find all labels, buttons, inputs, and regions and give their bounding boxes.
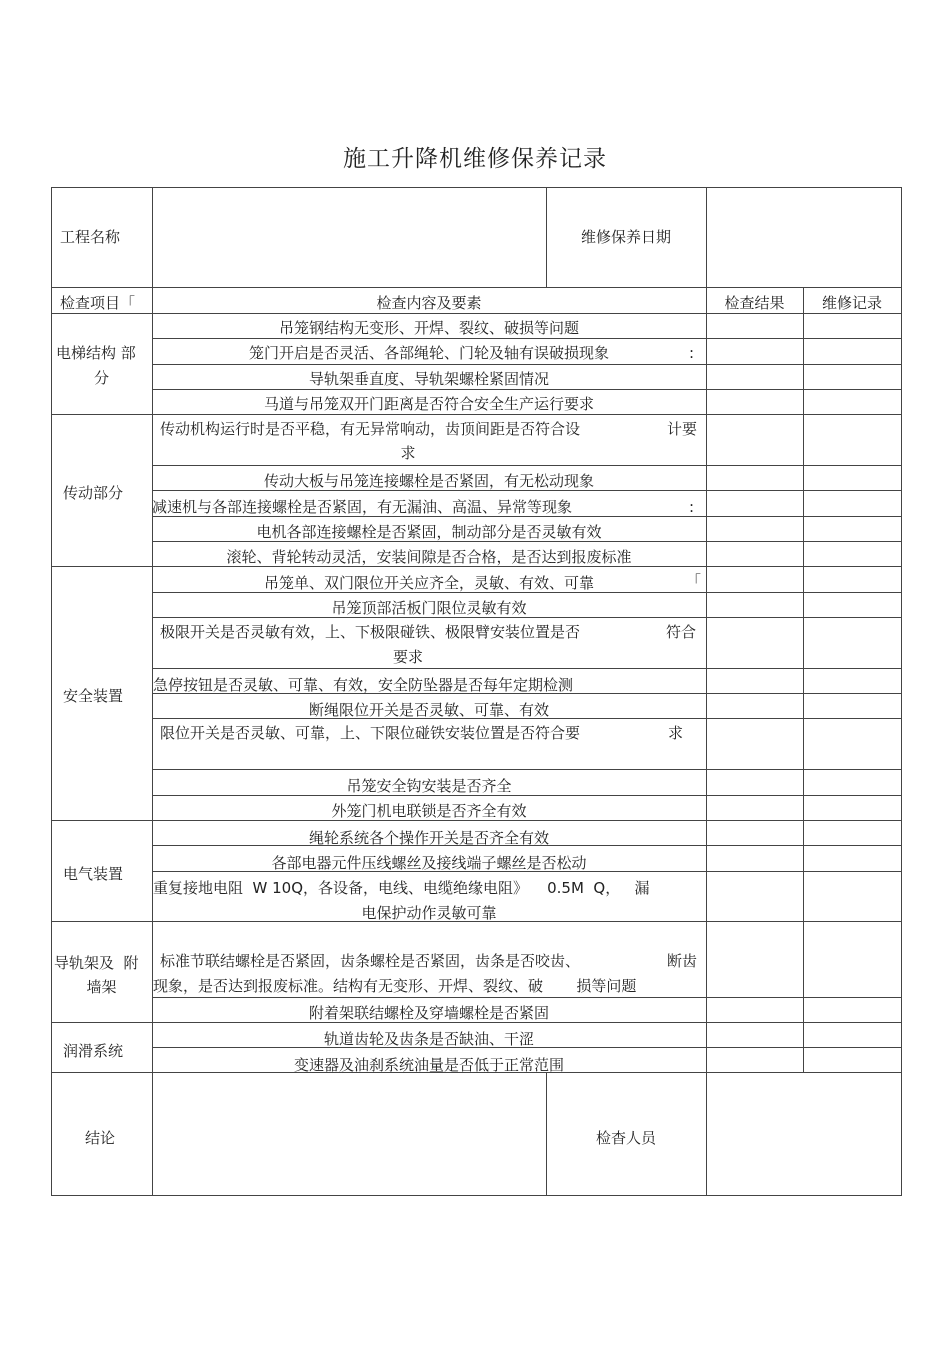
col-header-item: 检查项目「 [60,294,136,312]
check-item: 吊笼顶部活板门限位灵敏有效 [331,599,527,617]
section-label-structure-2: 分 [93,369,109,387]
check-item: 笼门开启是否灵活、各部绳轮、门轮及轴有误破损现象 [248,344,609,362]
check-item: 吊笼安全钩安装是否齐全 [346,777,512,795]
inspector-label: 检杳人员 [595,1129,656,1147]
check-item: 急停按钮是否灵敏、可靠、有效，安全防坠器是否每年定期检测 [153,676,574,694]
section-label-transmission: 传动部分 [62,484,123,502]
project-name-label: 工程名称 [60,228,121,246]
check-item-mark: 「 [686,572,702,590]
check-item: 吊笼单、双门限位开关应齐全，灵敏、有效、可靠 [263,574,594,592]
check-item-line2: 现象，是否达到报废标准。结构有无变形、开焊、裂纹、破 损等问题 [153,977,637,995]
section-label-electrical: 电气装置 [62,865,123,883]
section-label-safety: 安全装置 [62,687,123,705]
page-title: 施工升降机维修保养记录 [343,146,607,172]
check-item-line2: 要求 [392,648,423,666]
check-item-tail: 求 [668,724,684,742]
conclusion-label: 结论 [84,1129,115,1147]
check-item: 外笼门机电联锁是否齐全有效 [331,802,527,820]
check-item: 电机各部连接螺栓是否紧固，制动部分是否灵敏有效 [256,523,602,541]
col-header-record: 维修记录 [821,294,882,312]
check-item: 轨道齿轮及齿条是否缺油、干涩 [323,1030,534,1048]
check-item-tail: 计要 [667,420,698,438]
check-item: 限位开关是否灵敏、可靠，上、下限位碰铁安装位置是否符合要 [160,724,581,742]
check-item: 传动大板与吊笼连接螺栓是否紧固，有无松动现象 [263,472,594,490]
check-item: 吊笼钢结构无变形、开焊、裂纹、破损等问题 [278,319,579,337]
check-item-tail: 符合 [666,623,697,641]
check-item: 马道与吊笼双开门距离是否符合安全生产运行要求 [263,395,594,413]
check-item-tail: 断齿 [667,952,698,970]
check-item: 各部电器元件压线螺丝及接线端子螺丝是否松动 [271,854,587,872]
section-label-structure: 电梯结构 部 [56,344,136,362]
check-item: 导轨架垂直度、导轨架螺栓紧固情况 [308,370,549,388]
check-item: 绳轮系统各个操作开关是否齐全有效 [308,829,549,847]
date-label: 维修保养日期 [580,228,671,246]
check-item-line2: 求 [400,444,416,462]
check-item: 附着架联结螺栓及穿墙螺栓是否紧固 [308,1004,549,1022]
section-label-mast-2: 墙架 [86,978,117,996]
check-item: 减速机与各部连接螺栓是否紧固，有无漏油、高温、异常等现象 [152,498,573,516]
check-item: 重复接地电阻 W 10Q，各设备，电线、电缆绝缘电阻》 0.5M Q， 漏 [153,879,650,897]
section-label-lubrication: 润滑系统 [62,1042,123,1060]
check-item-line2: 电保护动作灵敏可靠 [361,904,497,922]
check-item: 传动机构运行时是否平稳，有无异常响动，齿顶间距是否符合设 [160,420,581,438]
check-item: 滚轮、背轮转动灵活，安装间隙是否合格，是否达到报废标准 [226,548,632,566]
check-item: 变速器及油刹系统油量是否低于正常范围 [293,1056,564,1074]
check-item: 极限开关是否灵敏有效，上、下极限碰铁、极限臂安装位置是否 [160,623,581,641]
col-header-content: 检查内容及要素 [376,294,482,312]
col-header-result: 检查结果 [724,294,785,312]
section-label-mast: 导轨架及 附 [54,954,139,972]
check-item: 标准节联结螺栓是否紧固，齿条螺栓是否紧固，齿条是否咬齿、 [160,952,581,970]
check-item: 断绳限位开关是否灵敏、可靠、有效 [308,701,549,719]
check-item-mark: : [689,344,695,362]
check-item-mark: : [689,498,695,516]
